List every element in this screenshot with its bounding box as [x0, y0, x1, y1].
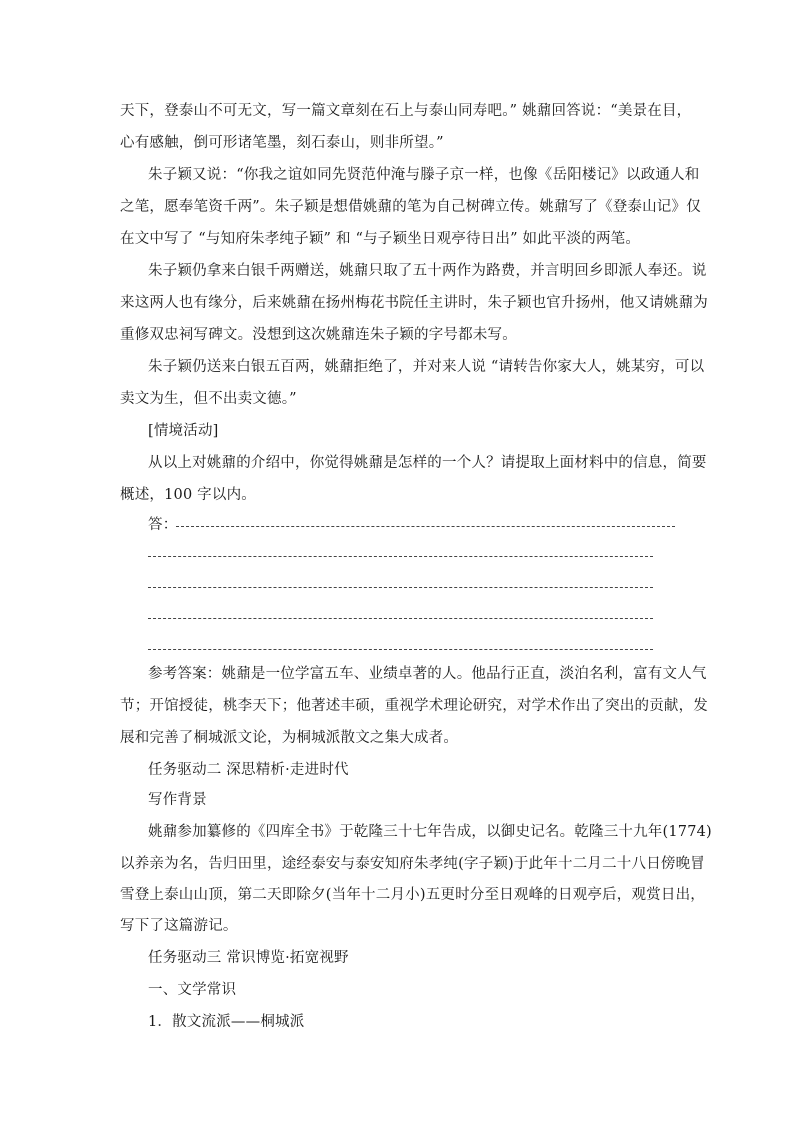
reference-answer-line: 参考答案：姚鼐是一位学富五车、业绩卓著的人。他品行正直，淡泊名利，富有文人气: [148, 666, 707, 682]
text-line: 朱子颖仍拿来白银千两赠送，姚鼐只取了五十两作为路费，并言明回乡即派人奉还。说: [148, 263, 707, 279]
text-line: 以养亲为名，告归田里，途经泰安与泰安知府朱孝纯(字子颖)于此年十二月二十八日傍晚冒: [120, 856, 706, 872]
list-item: 1．散文流派——桐城派: [148, 1014, 305, 1030]
answer-blank-line[interactable]: [148, 649, 653, 650]
text-line: 天下，登泰山不可无文，写一篇文章刻在石上与泰山同寿吧。” 姚鼐回答说：“美景在目，: [120, 103, 692, 119]
answer-blank-line[interactable]: [176, 526, 675, 527]
section-title: 任务驱动二 深思精析·走进时代: [148, 762, 349, 778]
answer-blank-line[interactable]: [148, 618, 653, 619]
text-line: 心有感触，倒可形诸笔墨，刻石泰山，则非所望。”: [120, 135, 444, 151]
text-line: 来这两人也有缘分，后来姚鼐在扬州梅花书院任主讲时，朱子颖也官升扬州，他又请姚鼐为: [120, 295, 708, 311]
text-line: 姚鼐参加纂修的《四库全书》于乾隆三十七年告成，以御史记名。乾隆三十九年(1774): [148, 824, 712, 840]
activity-heading: [情境活动]: [148, 423, 219, 439]
reference-answer-line: 展和完善了桐城派文论，为桐城派散文之集大成者。: [120, 730, 459, 746]
answer-blank-line[interactable]: [148, 587, 653, 588]
text-line: 卖文为生，但不出卖文德。”: [120, 391, 297, 407]
text-line: 写下了这篇游记。: [120, 918, 238, 934]
text-line: 朱子颖又说：“你我之谊如同先贤范仲淹与滕子京一样，也像《岳阳楼记》以政通人和: [148, 167, 700, 183]
text-line: 之笔，愿奉笔资千两”。朱子颖是想借姚鼐的笔为自己树碑立传。姚鼐写了《登泰山记》仅: [120, 199, 701, 215]
question-line: 概述，100 字以内。: [120, 487, 256, 503]
subsection-title: 一、文学常识: [148, 982, 237, 998]
answer-label: 答：: [148, 517, 178, 533]
text-line: 朱子颖仍送来白银五百两，姚鼐拒绝了，并对来人说 “请转告你家大人，姚某穷，可以: [148, 359, 705, 375]
text-line: 在文中写了 “与知府朱孝纯子颖” 和 “与子颖坐日观亭待日出” 如此平淡的两笔。: [120, 231, 641, 247]
text-line: 雪登上泰山山顶，第二天即除夕(当年十二月小)五更时分至日观峰的日观亭后，观赏日出，: [120, 887, 706, 903]
text-line: 重修双忠祠写碑文。没想到这次姚鼐连朱子颖的字号都未写。: [120, 327, 517, 343]
subsection-title: 写作背景: [148, 792, 207, 808]
answer-blank-line[interactable]: [148, 556, 653, 557]
question-line: 从以上对姚鼐的介绍中，你觉得姚鼐是怎样的一个人？请提取上面材料中的信息，简要: [148, 455, 707, 471]
section-title: 任务驱动三 常识博览·拓宽视野: [148, 950, 349, 966]
reference-answer-line: 节；开馆授徒，桃李天下；他著述丰硕，重视学术理论研究，对学术作出了突出的贡献，发: [120, 698, 708, 714]
